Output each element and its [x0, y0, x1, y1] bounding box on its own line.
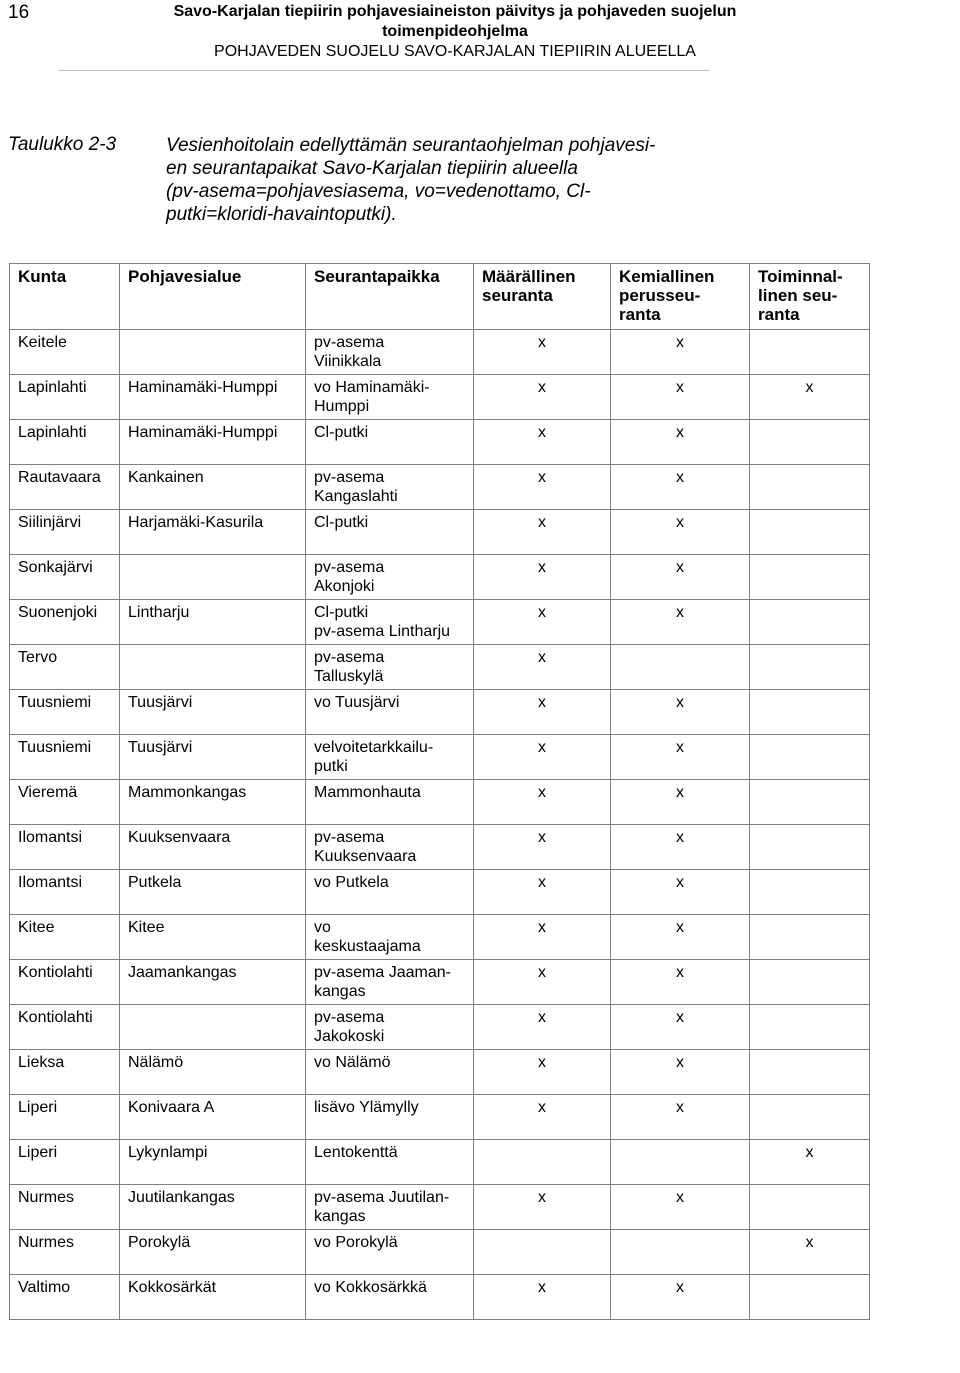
table-row [10, 780, 870, 825]
cell-pohjavesialue: Nälämö [120, 1050, 306, 1095]
cell-kunta: Valtimo [10, 1275, 120, 1320]
cell-pohjavesialue: Kitee [120, 915, 306, 960]
cell-kunta: Vieremä [10, 780, 120, 825]
cell-toiminnallinen [750, 1185, 870, 1230]
cell-maarallinen: x [474, 690, 611, 735]
cell-kunta: Lapinlahti [10, 375, 120, 420]
cell-maarallinen [474, 1140, 611, 1185]
cell-pohjavesialue [120, 555, 306, 600]
caption-line: Vesienhoitolain edellyttämän seurantaohjelman pohjavesi- [166, 135, 656, 156]
table-row [10, 555, 870, 600]
cell-kunta: Rautavaara [10, 465, 120, 510]
cell-kunta: Lapinlahti [10, 420, 120, 465]
column-header-kemiallinen: Kemiallinen perusseu-ranta [611, 264, 750, 330]
cell-seurantapaikka: Cl-putki [306, 420, 474, 465]
monitoring-sites-table [9, 263, 870, 1320]
cell-seurantapaikka: lisävo Ylämylly [306, 1095, 474, 1140]
cell-pohjavesialue: Harjamäki-Kasurila [120, 510, 306, 555]
cell-pohjavesialue: Porokylä [120, 1230, 306, 1275]
cell-pohjavesialue: Lykynlampi [120, 1140, 306, 1185]
column-header-seurantapaikka: Seurantapaikka [306, 264, 474, 330]
table-row [10, 420, 870, 465]
cell-toiminnallinen: x [750, 1140, 870, 1185]
cell-seurantapaikka: pv-asema Viinikkala [306, 330, 474, 375]
cell-toiminnallinen [750, 735, 870, 780]
cell-toiminnallinen [750, 600, 870, 645]
cell-seurantapaikka: velvoitetarkkailu- putki [306, 735, 474, 780]
page-number: 16 [8, 2, 30, 23]
cell-kemiallinen: x [611, 1185, 750, 1230]
cell-seurantapaikka: Lentokenttä [306, 1140, 474, 1185]
cell-toiminnallinen [750, 1275, 870, 1320]
caption-line: (pv-asema=pohjavesiasema, vo=vedenottamo, Cl- [166, 181, 591, 202]
table-row [10, 870, 870, 915]
table-row [10, 735, 870, 780]
cell-kunta: Tervo [10, 645, 120, 690]
table-row [10, 1230, 870, 1275]
cell-kunta: Kitee [10, 915, 120, 960]
cell-pohjavesialue: Haminamäki-Humppi [120, 375, 306, 420]
cell-seurantapaikka: vo Putkela [306, 870, 474, 915]
cell-pohjavesialue: Tuusjärvi [120, 735, 306, 780]
table-row [10, 825, 870, 870]
cell-maarallinen: x [474, 915, 611, 960]
cell-kunta: Ilomantsi [10, 870, 120, 915]
cell-kemiallinen: x [611, 1050, 750, 1095]
table-row [10, 375, 870, 420]
cell-pohjavesialue: Konivaara A [120, 1095, 306, 1140]
table-row [10, 510, 870, 555]
cell-seurantapaikka: pv-asema Akonjoki [306, 555, 474, 600]
cell-toiminnallinen: x [750, 1230, 870, 1275]
cell-kemiallinen: x [611, 870, 750, 915]
cell-kunta: Tuusniemi [10, 735, 120, 780]
cell-maarallinen: x [474, 420, 611, 465]
cell-toiminnallinen [750, 330, 870, 375]
cell-seurantapaikka: pv-asema Kuuksenvaara [306, 825, 474, 870]
cell-pohjavesialue: Lintharju [120, 600, 306, 645]
cell-maarallinen: x [474, 870, 611, 915]
cell-kemiallinen: x [611, 330, 750, 375]
cell-toiminnallinen [750, 645, 870, 690]
cell-kemiallinen: x [611, 960, 750, 1005]
table-row [10, 690, 870, 735]
cell-kunta: Kontiolahti [10, 960, 120, 1005]
cell-kunta: Suonenjoki [10, 600, 120, 645]
table-row [10, 600, 870, 645]
cell-seurantapaikka: pv-asema Jaaman- kangas [306, 960, 474, 1005]
cell-kunta: Lieksa [10, 1050, 120, 1095]
cell-maarallinen: x [474, 645, 611, 690]
cell-toiminnallinen [750, 1005, 870, 1050]
table-row [10, 330, 870, 375]
cell-toiminnallinen [750, 1050, 870, 1095]
cell-kemiallinen: x [611, 1005, 750, 1050]
cell-toiminnallinen [750, 915, 870, 960]
cell-maarallinen: x [474, 1005, 611, 1050]
cell-toiminnallinen [750, 555, 870, 600]
page-header [100, 2, 810, 62]
table-body [10, 330, 870, 1320]
header-title-line2: toimenpideohjelma [382, 23, 528, 40]
table-row [10, 465, 870, 510]
cell-kemiallinen: x [611, 915, 750, 960]
cell-pohjavesialue: Kokkosärkät [120, 1275, 306, 1320]
cell-pohjavesialue [120, 330, 306, 375]
cell-toiminnallinen [750, 510, 870, 555]
cell-seurantapaikka: pv-asema Juutilan- kangas [306, 1185, 474, 1230]
cell-pohjavesialue [120, 645, 306, 690]
table-row [10, 915, 870, 960]
cell-kunta: Liperi [10, 1095, 120, 1140]
cell-seurantapaikka: vo Porokylä [306, 1230, 474, 1275]
cell-pohjavesialue [120, 1005, 306, 1050]
caption-line: putki=kloridi-havaintoputki). [166, 204, 397, 225]
column-header-pohjavesialue: Pohjavesialue [120, 264, 306, 330]
table-caption-label: Taulukko 2-3 [8, 134, 117, 155]
cell-maarallinen: x [474, 960, 611, 1005]
cell-seurantapaikka: vo keskustaajama [306, 915, 474, 960]
cell-toiminnallinen [750, 1095, 870, 1140]
cell-maarallinen: x [474, 780, 611, 825]
cell-kemiallinen: x [611, 690, 750, 735]
cell-maarallinen: x [474, 600, 611, 645]
table-row [10, 1140, 870, 1185]
cell-maarallinen: x [474, 510, 611, 555]
table-row [10, 1185, 870, 1230]
cell-kunta: Liperi [10, 1140, 120, 1185]
table-row [10, 1050, 870, 1095]
cell-pohjavesialue: Haminamäki-Humppi [120, 420, 306, 465]
cell-toiminnallinen [750, 780, 870, 825]
column-header-kunta: Kunta [10, 264, 120, 330]
cell-kemiallinen [611, 645, 750, 690]
cell-kemiallinen: x [611, 420, 750, 465]
cell-kemiallinen: x [611, 780, 750, 825]
table-row [10, 645, 870, 690]
cell-seurantapaikka: Cl-putki [306, 510, 474, 555]
table-row [10, 1005, 870, 1050]
cell-kemiallinen [611, 1140, 750, 1185]
table-caption-text [166, 134, 711, 226]
cell-pohjavesialue: Kuuksenvaara [120, 825, 306, 870]
cell-kunta: Tuusniemi [10, 690, 120, 735]
cell-toiminnallinen [750, 960, 870, 1005]
cell-seurantapaikka: vo Nälämö [306, 1050, 474, 1095]
cell-maarallinen: x [474, 735, 611, 780]
cell-kemiallinen: x [611, 555, 750, 600]
cell-pohjavesialue: Kankainen [120, 465, 306, 510]
cell-seurantapaikka: pv-asema Talluskylä [306, 645, 474, 690]
cell-pohjavesialue: Jaamankangas [120, 960, 306, 1005]
cell-kemiallinen: x [611, 735, 750, 780]
cell-toiminnallinen [750, 465, 870, 510]
cell-maarallinen: x [474, 375, 611, 420]
cell-kunta: Siilinjärvi [10, 510, 120, 555]
cell-kemiallinen: x [611, 465, 750, 510]
cell-maarallinen: x [474, 1185, 611, 1230]
cell-kemiallinen: x [611, 600, 750, 645]
cell-seurantapaikka: vo Haminamäki- Humppi [306, 375, 474, 420]
cell-seurantapaikka: pv-asema Jakokoski [306, 1005, 474, 1050]
cell-seurantapaikka: Cl-putki pv-asema Lintharju [306, 600, 474, 645]
cell-toiminnallinen [750, 870, 870, 915]
cell-maarallinen: x [474, 825, 611, 870]
cell-kemiallinen: x [611, 1275, 750, 1320]
table-row [10, 960, 870, 1005]
cell-toiminnallinen [750, 690, 870, 735]
cell-kemiallinen [611, 1230, 750, 1275]
cell-maarallinen: x [474, 555, 611, 600]
cell-kunta: Sonkajärvi [10, 555, 120, 600]
column-header-toiminnallinen: Toiminnal-linen seu-ranta [750, 264, 870, 330]
table-header-row [10, 264, 870, 330]
cell-kemiallinen: x [611, 1095, 750, 1140]
cell-maarallinen: x [474, 330, 611, 375]
cell-maarallinen: x [474, 1050, 611, 1095]
cell-pohjavesialue: Juutilankangas [120, 1185, 306, 1230]
cell-kunta: Kontiolahti [10, 1005, 120, 1050]
cell-pohjavesialue: Mammonkangas [120, 780, 306, 825]
cell-seurantapaikka: pv-asema Kangaslahti [306, 465, 474, 510]
cell-pohjavesialue: Tuusjärvi [120, 690, 306, 735]
cell-seurantapaikka: Mammonhauta [306, 780, 474, 825]
cell-toiminnallinen [750, 825, 870, 870]
cell-maarallinen: x [474, 1095, 611, 1140]
cell-kemiallinen: x [611, 510, 750, 555]
cell-maarallinen: x [474, 465, 611, 510]
caption-line: en seurantapaikat Savo-Karjalan tiepiirin alueella [166, 158, 578, 179]
column-header-maarallinen: Määrällinen seuranta [474, 264, 611, 330]
cell-seurantapaikka: vo Tuusjärvi [306, 690, 474, 735]
cell-kemiallinen: x [611, 825, 750, 870]
cell-kunta: Keitele [10, 330, 120, 375]
cell-kunta: Nurmes [10, 1230, 120, 1275]
header-subtitle: POHJAVEDEN SUOJELU SAVO-KARJALAN TIEPIIRIN ALUEELLA [214, 43, 696, 60]
cell-kunta: Ilomantsi [10, 825, 120, 870]
cell-kemiallinen: x [611, 375, 750, 420]
cell-toiminnallinen: x [750, 375, 870, 420]
header-title-line1: Savo-Karjalan tiepiirin pohjavesiaineiston päivitys ja pohjaveden suojelun [173, 3, 737, 20]
cell-pohjavesialue: Putkela [120, 870, 306, 915]
cell-kunta: Nurmes [10, 1185, 120, 1230]
cell-maarallinen [474, 1230, 611, 1275]
table-row [10, 1275, 870, 1320]
cell-seurantapaikka: vo Kokkosärkkä [306, 1275, 474, 1320]
cell-maarallinen: x [474, 1275, 611, 1320]
table-row [10, 1095, 870, 1140]
header-divider [58, 70, 710, 71]
cell-toiminnallinen [750, 420, 870, 465]
